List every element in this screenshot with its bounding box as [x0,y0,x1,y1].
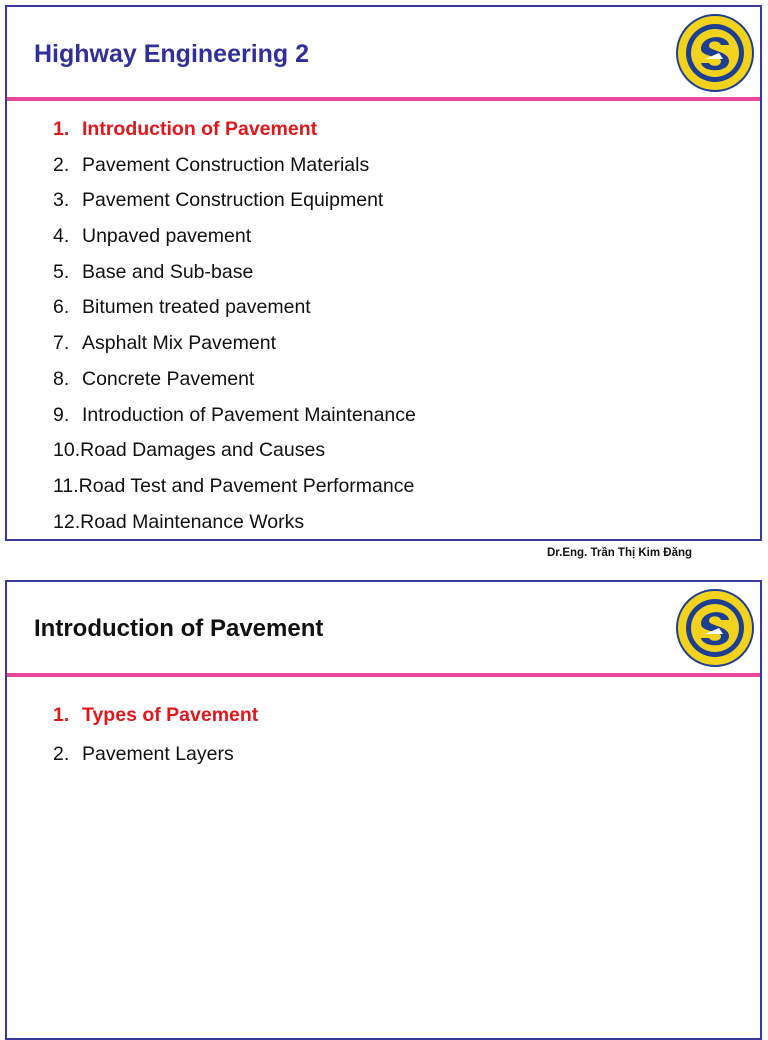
slide-title: Highway Engineering 2 [34,40,310,68]
slide-1 [5,5,762,541]
slide-title: Introduction of Pavement [34,615,324,642]
list-item: 5. Base and Sub-base [53,260,254,283]
list-item: 2. Pavement Construction Materials [53,153,370,176]
title-divider [7,673,760,677]
title-divider [7,97,760,101]
list-item: 1. Types of Pavement [53,704,259,726]
list-item: 7. Asphalt Mix Pavement [53,332,277,355]
course-outline-list [53,116,416,541]
university-logo-icon [675,13,755,93]
author-footer: Dr.Eng. Trần Thị Kim Đăng [547,547,693,559]
list-item: 4. Unpaved pavement [53,225,252,248]
list-item: 10.Road Damages and Causes [53,439,326,462]
list-item: 12.Road Maintenance Works [53,510,305,533]
university-logo-icon [675,588,755,668]
list-item: 6. Bitumen treated pavement [53,296,311,319]
list-item: 3. Pavement Construction Equipment [53,189,384,212]
slide-2 [5,580,762,1040]
list-item: 1. Introduction of Pavement [53,118,318,140]
list-item: 9. Introduction of Pavement Maintenance [53,403,416,426]
list-item: 8. Concrete Pavement [53,367,255,390]
list-item: 2. Pavement Layers [53,742,234,765]
topic-list [53,702,258,779]
list-item: 11.Road Test and Pavement Performance [53,474,415,497]
